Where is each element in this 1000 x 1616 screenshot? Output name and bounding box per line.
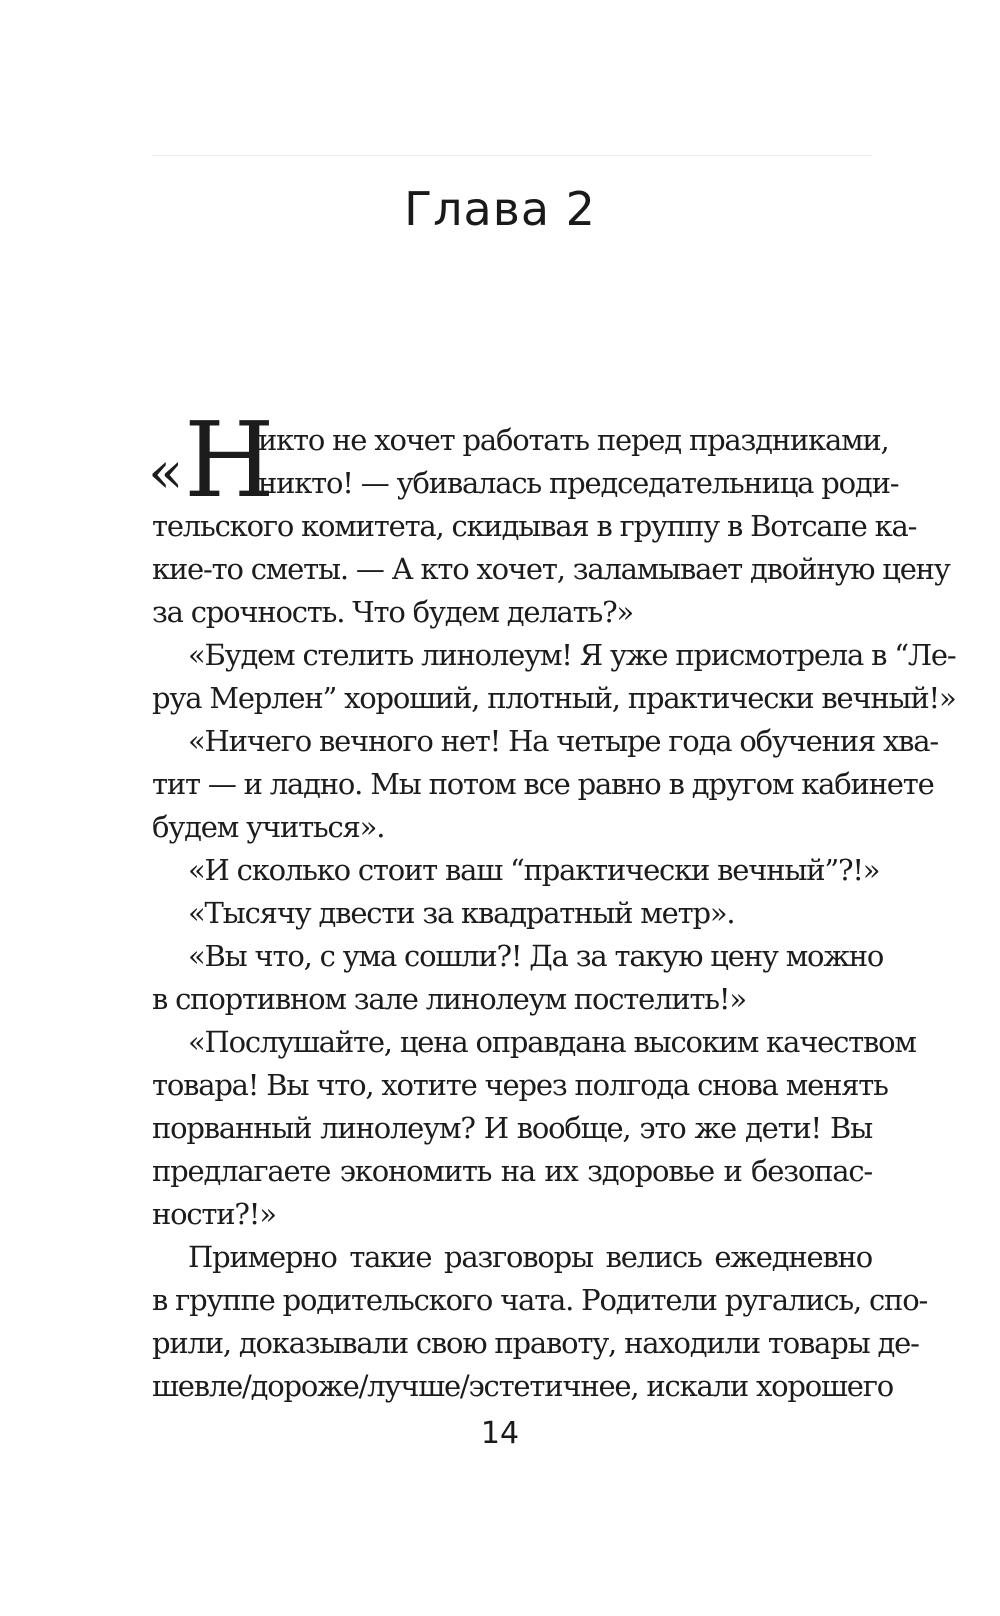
- text-line: товара! Вы что, хотите через полгода снова менять: [152, 1068, 888, 1102]
- text-line: «И сколько стоит ваш “практически вечный”?!»: [188, 853, 880, 887]
- text-line: в спортивном зале линолеум постелить!»: [152, 982, 746, 1016]
- text-line: «Ничего вечного нет! На четыре года обучения хва-: [188, 724, 938, 758]
- text-line: тельского комитета, скидывая в группу в Вотсапе ка-: [152, 509, 917, 543]
- text-line: тит — и ладно. Мы потом все равно в другом кабинете: [152, 767, 934, 801]
- text-line: в группе родительского чата. Родители ругались, спо-: [152, 1283, 928, 1317]
- text-line: порванный линолеум? И вообще, это же дети! Вы: [152, 1111, 872, 1145]
- text-line: кие-то сметы. — А кто хочет, заламывает двойную цену: [152, 552, 950, 586]
- chapter-title: Глава 2: [404, 182, 596, 236]
- text-line: будем учиться».: [152, 810, 385, 844]
- drop-cap-letter: Н: [184, 399, 275, 521]
- drop-cap-quote: «: [148, 438, 184, 506]
- text-line: «Будем стелить линолеум! Я уже присмотрела в “Ле-: [188, 638, 956, 672]
- text-line: «Тысячу двести за квадратный метр».: [188, 896, 735, 930]
- text-line: никто! — убивалась председательница роди-: [258, 466, 899, 500]
- text-line: рили, доказывали свою правоту, находили товары де-: [152, 1326, 919, 1360]
- page-number: 14: [480, 1416, 520, 1451]
- text-line: «Вы что, с ума сошли?! Да за такую цену можно: [188, 939, 884, 973]
- text-line: руа Мерлен” хороший, плотный, практически вечный!»: [152, 681, 956, 715]
- text-line: икто не хочет работать перед праздниками,: [258, 423, 889, 457]
- text-line: предлагаете экономить на их здоровье и безопас-: [152, 1154, 872, 1188]
- text-line: ности?!»: [152, 1197, 276, 1231]
- text-line: Примерно такие разговоры велись ежедневно: [188, 1240, 872, 1274]
- text-line: «Послушайте, цена оправдана высоким качеством: [188, 1025, 916, 1059]
- text-line: шевле/дороже/лучше/эстетичнее, искали хорошего: [152, 1369, 893, 1403]
- header-rule: [152, 155, 872, 156]
- text-line: за срочность. Что будем делать?»: [152, 595, 633, 629]
